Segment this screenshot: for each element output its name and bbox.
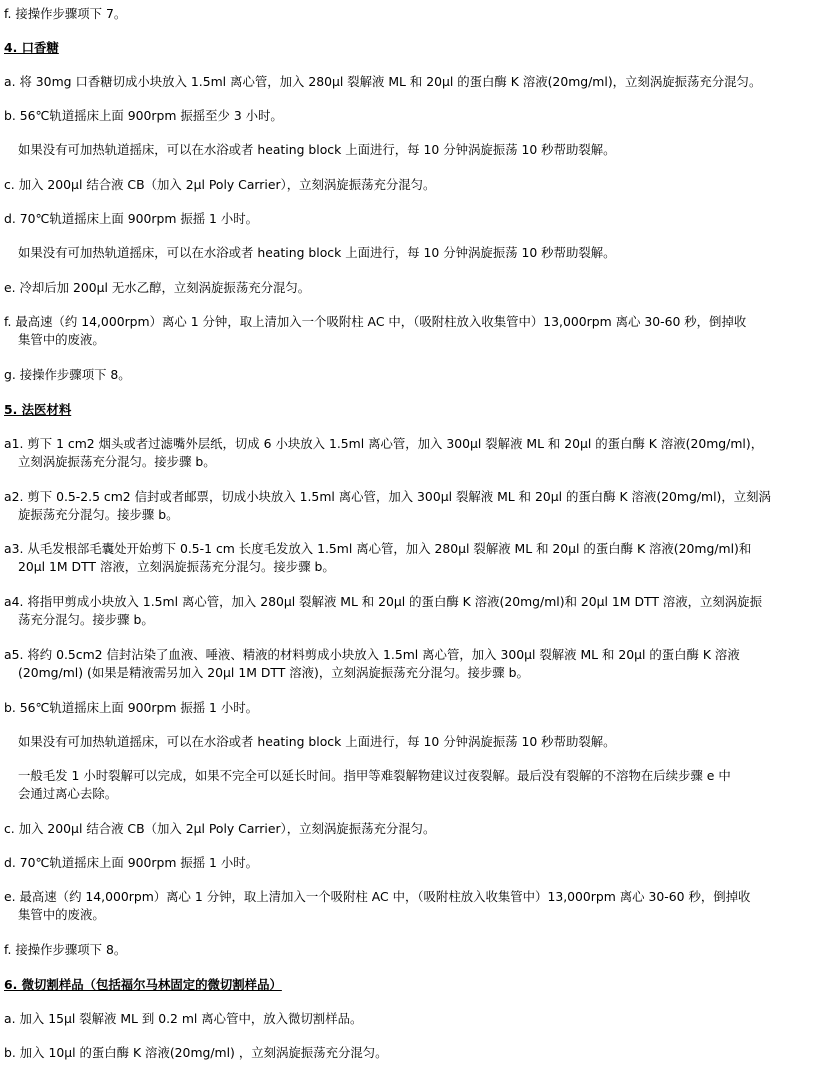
step-c-line: c. 加入 200μl 结合液 CB（加入 2μl Poly Carrier），立刻涡旋振荡充分混匀。 bbox=[4, 821, 436, 836]
step-e-line: e. 冷却后加 200μl 无水乙醇，立刻涡旋振荡充分混匀。 bbox=[4, 280, 311, 295]
step-g-line: g. 接操作步骤项下 8。 bbox=[4, 367, 131, 382]
step-a2-continuation: 旋振荡充分混匀。接步骤 b。 bbox=[18, 507, 179, 522]
note-line: 如果没有可加热轨道摇床，可以在水浴或者 heating block 上面进行，每 10 分钟涡旋振荡 10 秒帮助裂解。 bbox=[18, 245, 616, 260]
note-line: 如果没有可加热轨道摇床，可以在水浴或者 heating block 上面进行，每 10 分钟涡旋振荡 10 秒帮助裂解。 bbox=[18, 142, 616, 157]
step-f-line: f. 接操作步骤项下 7。 bbox=[4, 6, 127, 21]
step-a3-continuation: 20μl 1M DTT 溶液，立刻涡旋振荡充分混匀。接步骤 b。 bbox=[18, 559, 335, 574]
step-e-line: e. 最高速（约 14,000rpm）离心 1 分钟，取上清加入一个吸附柱 AC 中，（吸附柱放入收集管中）13,000rpm 离心 30-60 秒，倒掉收 bbox=[4, 889, 751, 904]
step-a5-line: a5. 将约 0.5cm2 信封沾染了血液、唾液、精液的材料剪成小块放入 1.5ml 离心管，加入 300μl 裂解液 ML 和 20μl 的蛋白酶 K 溶液 bbox=[4, 647, 740, 662]
note-line: 一般毛发 1 小时裂解可以完成，如果不完全可以延长时间。指甲等难裂解物建议过夜裂解。最后没有裂解的不溶物在后续步骤 e 中 bbox=[18, 768, 731, 783]
step-a5-continuation: (20mg/ml) (如果是精液需另加入 20μl 1M DTT 溶液)，立刻涡旋振荡充分混匀。接步骤 b。 bbox=[18, 665, 529, 680]
step-f-line: f. 最高速（约 14,000rpm）离心 1 分钟，取上清加入一个吸附柱 AC 中，（吸附柱放入收集管中）13,000rpm 离心 30-60 秒，倒掉收 bbox=[4, 314, 747, 329]
step-a4-line: a4. 将指甲剪成小块放入 1.5ml 离心管，加入 280μl 裂解液 ML 和 20μl 的蛋白酶 K 溶液(20mg/ml)和 20μl 1M DTT 溶液，立刻涡旋振 bbox=[4, 594, 762, 609]
step-a4-continuation: 荡充分混匀。接步骤 b。 bbox=[18, 612, 154, 627]
section-6-heading: 6. 微切割样品（包括福尔马林固定的微切割样品） bbox=[4, 977, 282, 992]
step-b-line: b. 56℃轨道摇床上面 900rpm 振摇至少 3 小时。 bbox=[4, 108, 283, 123]
step-d-line: d. 70℃轨道摇床上面 900rpm 振摇 1 小时。 bbox=[4, 855, 259, 870]
step-a2-line: a2. 剪下 0.5-2.5 cm2 信封或者邮票，切成小块放入 1.5ml 离心管，加入 300μl 裂解液 ML 和 20μl 的蛋白酶 K 溶液(20mg/ml)，立刻涡 bbox=[4, 489, 771, 504]
step-f-line: f. 接操作步骤项下 8。 bbox=[4, 942, 127, 957]
section-4-heading: 4. 口香糖 bbox=[4, 40, 59, 55]
step-a-line: a. 将 30mg 口香糖切成小块放入 1.5ml 离心管，加入 280μl 裂解液 ML 和 20μl 的蛋白酶 K 溶液(20mg/ml)，立刻涡旋振荡充分混匀。 bbox=[4, 74, 762, 89]
step-b-line: b. 加入 10μl 的蛋白酶 K 溶液(20mg/ml) ，立刻涡旋振荡充分混匀。 bbox=[4, 1045, 388, 1060]
step-a1-continuation: 立刻涡旋振荡充分混匀。接步骤 b。 bbox=[18, 454, 216, 469]
step-a3-line: a3. 从毛发根部毛囊处开始剪下 0.5-1 cm 长度毛发放入 1.5ml 离心管，加入 280μl 裂解液 ML 和 20μl 的蛋白酶 K 溶液(20mg/ml)和 bbox=[4, 541, 752, 556]
section-5-heading: 5. 法医材料 bbox=[4, 402, 72, 417]
step-a-line: a. 加入 15μl 裂解液 ML 到 0.2 ml 离心管中，放入微切割样品。 bbox=[4, 1011, 363, 1026]
note-continuation: 会通过离心去除。 bbox=[18, 786, 118, 801]
step-d-line: d. 70℃轨道摇床上面 900rpm 振摇 1 小时。 bbox=[4, 211, 259, 226]
step-f-continuation: 集管中的废液。 bbox=[18, 332, 105, 347]
step-b-line: b. 56℃轨道摇床上面 900rpm 振摇 1 小时。 bbox=[4, 700, 259, 715]
step-a1-line: a1. 剪下 1 cm2 烟头或者过滤嘴外层纸，切成 6 小块放入 1.5ml 离心管，加入 300μl 裂解液 ML 和 20μl 的蛋白酶 K 溶液(20mg/ml)， bbox=[4, 436, 764, 451]
note-line: 如果没有可加热轨道摇床，可以在水浴或者 heating block 上面进行，每 10 分钟涡旋振荡 10 秒帮助裂解。 bbox=[18, 734, 616, 749]
step-c-line: c. 加入 200μl 结合液 CB（加入 2μl Poly Carrier），立刻涡旋振荡充分混匀。 bbox=[4, 177, 436, 192]
step-e-continuation: 集管中的废液。 bbox=[18, 907, 105, 922]
